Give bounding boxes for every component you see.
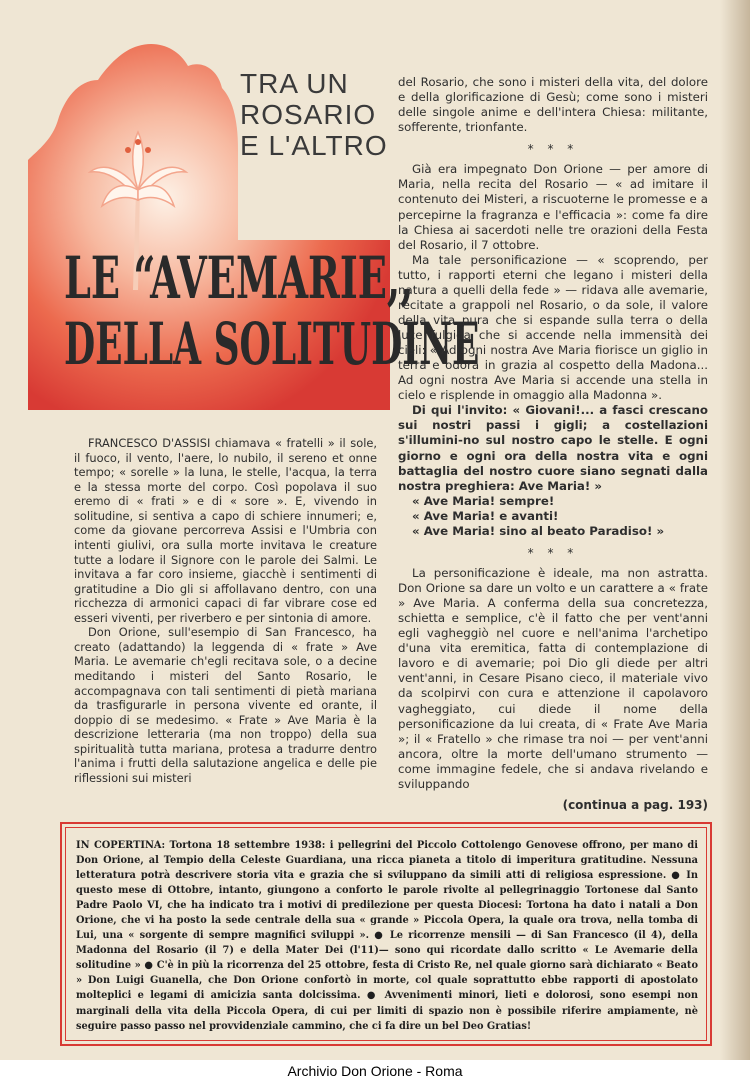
chant-line: « Ave Maria! sino al beato Paradiso! » <box>412 523 665 538</box>
kicker-line: ROSARIO <box>240 99 377 130</box>
paragraph: La personificazione è ideale, ma non astratta. Don Orione sa dare un volto e un carattere a « frate » Ave Maria. A conferma della sua concretezza, schietta e semplice, c'è il fatto che per vent'anni egli vagheggiò nel cuore e nell'anima l'archetipo d'una vita eremitica, fatta di contemplazione di lavoro e di avemarie; poi Dio gli diede per altri vent'anni, in Cesare Pisano cieco, il materiale vivo da scolpirvi con cura e attenzione il capolavoro vagheggiato, cui diede il nome della personificazione da lui creata, di « Frate Ave Maria »; il « Fratello » che rimase tra noi — per vent'anni ancora, oltre la morte dell'umano strumento — come immagine fedele, che si andava rivelando e sviluppando <box>398 565 708 791</box>
cover-caption-box <box>60 822 712 1046</box>
cover-caption-text: IN COPERTINA: Tortona 18 settembre 1938: i pellegrini del Piccolo Cottolengo Genovese offrono, per mano di Don Orione, al Tempio della Celeste Guardiana, una ricca pianeta a titolo di imperitura gratitudine. Nessuna letteratura potrà descrivere storia vita e grazia che si sviluppano da simili atti di religiosa espressione. ● In questo mese di Ottobre, intanto, giungono a conforto le parole rivolte al pellegrinaggio Tortonese dal Santo Padre Paolo VI, che ha indicato tra i motivi di predilezione per questa Diocesi: Tortona ha dato i natali a Don Orione, che vi ha posto la sede centrale della sua « grande » Piccola Opera, la quale ora trova, nella tomba di Lui, una « sorgente di sempre magnifici sviluppi ». ● Le ricorrenze mensili — di San Francesco (il 4), della Madonna del Rosario (il 7) e della Mater Dei (l'11)— sono qui ricordate dallo scritto « Le Avemarie della solitudine » ● C'è in più la ricorrenza del 25 ottobre, festa di Cristo Re, nel quale giorno sarà dichiarato « Beato » Don Luigi Guanella, che Don Orione confortò in morte, col quale soprattutto ebbe rapporti di apostolato molteplici e legami di amicizia santa dolcissima. ● Avvenimenti minori, lieti e dolorosi, sono esempi non marginali della vita della Piccola Opera, di cui per limiti di spazio non è possibile riferire ampiamente, nè seguire passo passo nel provvidenziale cammino, che ci fa dire un bel Deo Gratias! <box>76 840 698 1032</box>
paragraph: Don Orione, sull'esempio di San Francesco, ha creato (adattando) la leggenda di « frate » Ave Maria. Le avemarie ch'egli recitava sole, o a decine meditando i misteri del Santo Rosario, le accompagnava con tali sentimenti di pietà mariana da trasfigurarle in persona vivente ed orante, il doppio di se medesimo. « Frate » Ave Maria è la descrizione letteraria (ma non troppo) della sua spiritualità tutta mariana, protesa a tradurre dentro l'anima i frutti della salutazione angelica e delle pie riflessioni sui misteri <box>74 625 377 785</box>
chant-line: « Ave Maria! e avanti! <box>412 508 559 523</box>
kicker-line: TRA UN <box>240 68 349 99</box>
footer <box>0 1060 750 1083</box>
title-line-1: LE “AVEMARIE,, <box>64 244 414 312</box>
paragraph: Ma tale personificazione — « scoprendo, per tutto, i rapporti eterni che legano i misteri della natura a quelli della fede » — ridava alle avemarie, recitate a grappoli nel Rosario, o da sole, il valore della vita pura che si espande sulla terra o della luce fulgida che si accende nella immensità dei cieli: « Ad ogni nostra Ave Maria fiorisce un giglio in terra e odora in grazia al cospetto della Madona... Ad ogni nostra Ave Maria si accende una stella in cielo e risplende in omaggio alla Madonna ». <box>398 252 708 403</box>
paragraph: Già era impegnato Don Orione — per amore di Maria, nella recita del Rosario — « ad imitare il contenuto dei Misteri, a riscuoterne le promesse e a percepirne la fragranza e l'efficacia »: come fa dire la Chiesa ai sacerdoti nelle tre orazioni della Festa del Rosario, il 7 ottobre. <box>398 162 708 252</box>
section-separator: * * * <box>527 142 579 157</box>
paragraph: Di qui l'invito: « Giovani!... a fasci crescano sui nostri passi i gigli; a costellazioni s'illumini-no sul nostro capo le stelle. E ogni giorno e ogni ora della nostra vita e ogni battaglia del nostro cuore siano segnati dalla nostra preghiera: Ave Maria! » <box>398 403 708 493</box>
continued-note: (continua a pag. 193) <box>562 797 708 812</box>
left-column <box>74 436 377 786</box>
archive-credit: Archivio Don Orione - Roma <box>287 1063 463 1079</box>
right-column <box>398 75 708 813</box>
section-separator: * * * <box>527 545 579 560</box>
kicker-line: E L'ALTRO <box>240 130 388 161</box>
title-line-2: DELLA SOLITUDINE <box>64 310 480 378</box>
paragraph: FRANCESCO D'ASSISI chiamava « fratelli » il sole, il fuoco, il vento, l'aere, lo nubilo, il sereno et onne tempo; « sorelle » la luna, le stelle, l'acqua, la terra e la stessa morte del corpo. Così popolava il suo eremo di « frati » e di « sore ». E, vivendo in solitudine, si sentiva a capo di schiere innumeri; e, come da giovane percorreva Assisi e l'Umbria con intenti giulivi, ora sulla morte invitava le creature tutte a lodare il Signore con le parole dei Salmi. Le invitava a far coro insieme, giacchè i sentimenti di gratitudine a Dio gli si affollavano dentro, con una ricchezza di armonici capaci di far vibrare cose ed esseri viventi, per riverbero e per sintonia di amore. <box>74 436 377 625</box>
kicker-heading <box>240 68 388 161</box>
chant-line: « Ave Maria! sempre! <box>412 493 555 508</box>
paragraph: del Rosario, che sono i misteri della vita, del dolore e della glorificazione di Gesù; come sono i misteri delle singole anime e dell'intera Chiesa: militante, sofferente, trionfante. <box>398 75 708 135</box>
